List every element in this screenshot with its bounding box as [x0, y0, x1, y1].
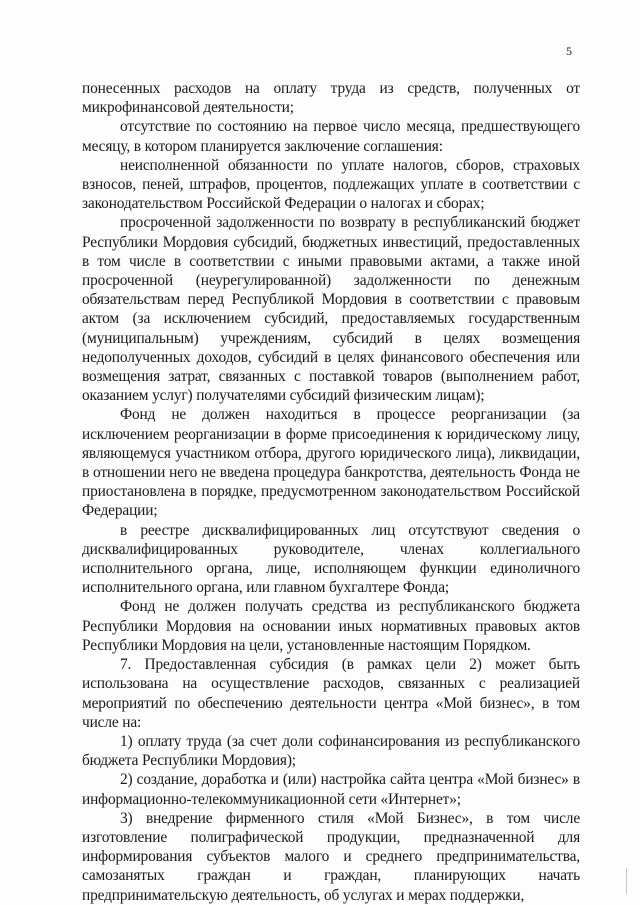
paragraph: отсутствие по состоянию на первое число месяца, предшествующего месяцу, в котором планируется заключение соглашения: — [82, 118, 580, 155]
paragraph: Фонд не должен находиться в процессе реорганизации (за исключением реорганизации в форме присоединения к юридическому лицу, являющемуся участником отбора, другого юридического лица), ликвидации, в отношении него не введена процедура банкротства, деятельность Фонда не приостановлена в порядке, предусмотренном законодательством Российской Федерации; — [82, 406, 580, 520]
scan-edge-mark — [626, 868, 633, 894]
paragraph: в реестре дисквалифицированных лиц отсутствуют сведения о дисквалифицированных руководителе, членах коллегиального исполнительного органа, лице, исполняющем функции единоличного исполнительного органа, или главном бухгалтере Фонда; — [82, 521, 580, 597]
paragraph-continuation: понесенных расходов на оплату труда из средств, полученных от микрофинансовой деятельности; — [82, 80, 580, 117]
list-item-2: 2) создание, доработка и (или) настройка сайта центра «Мой бизнес» в информационно-телекоммуникационной сети «Интернет»; — [82, 771, 580, 808]
paragraph: просроченной задолженности по возврату в республиканский бюджет Республики Мордовия субсидий, бюджетных инвестиций, предоставленных в том числе в соответствии с иными правовыми актами, а также иной просроченной (неурегулированной) задолженности по денежным обязательствам перед Республикой Мордовия в соответствии с правовым актом (за исключением субсидий, предоставляемых государственным (муниципальным) учреждениям, субсидий в целях возмещения недополученных доходов, субсидий в целях финансового обеспечения или возмещения затрат, связанных с поставкой товаров (выполнением работ, оказанием услуг) получателями субсидий физическим лицам); — [82, 214, 580, 405]
paragraph: Фонд не должен получать средства из республиканского бюджета Республики Мордовия на основании иных нормативных правовых актов Республики Мордовия на цели, установленные настоящим Порядком. — [82, 598, 580, 654]
page-number: 5 — [566, 44, 572, 58]
paragraph-item-7: 7. Предоставленная субсидия (в рамках цели 2) может быть использована на осуществление расходов, связанных с реализацией мероприятий по обеспечению деятельности центра «Мой бизнес», в том числе на: — [82, 656, 580, 731]
list-item-3: 3) внедрение фирменного стиля «Мой Бизнес», в том числе изготовление полиграфической продукции, предназначенной для информирования субъектов малого и среднего предпринимательства, самозанятых граждан и граждан, планирующих начать предпринимательскую деятельность, об услугах и мерах поддержки, — [82, 809, 580, 904]
list-item-1: 1) оплату труда (за счет доли софинансирования из республиканского бюджета Республики Мордовия); — [82, 732, 580, 770]
paragraph: неисполненной обязанности по уплате налогов, сборов, страховых взносов, пеней, штрафов, процентов, подлежащих уплате в соответствии с законодательством Российской Федерации о налогах и сборах; — [82, 156, 580, 213]
document-body — [82, 79, 580, 905]
